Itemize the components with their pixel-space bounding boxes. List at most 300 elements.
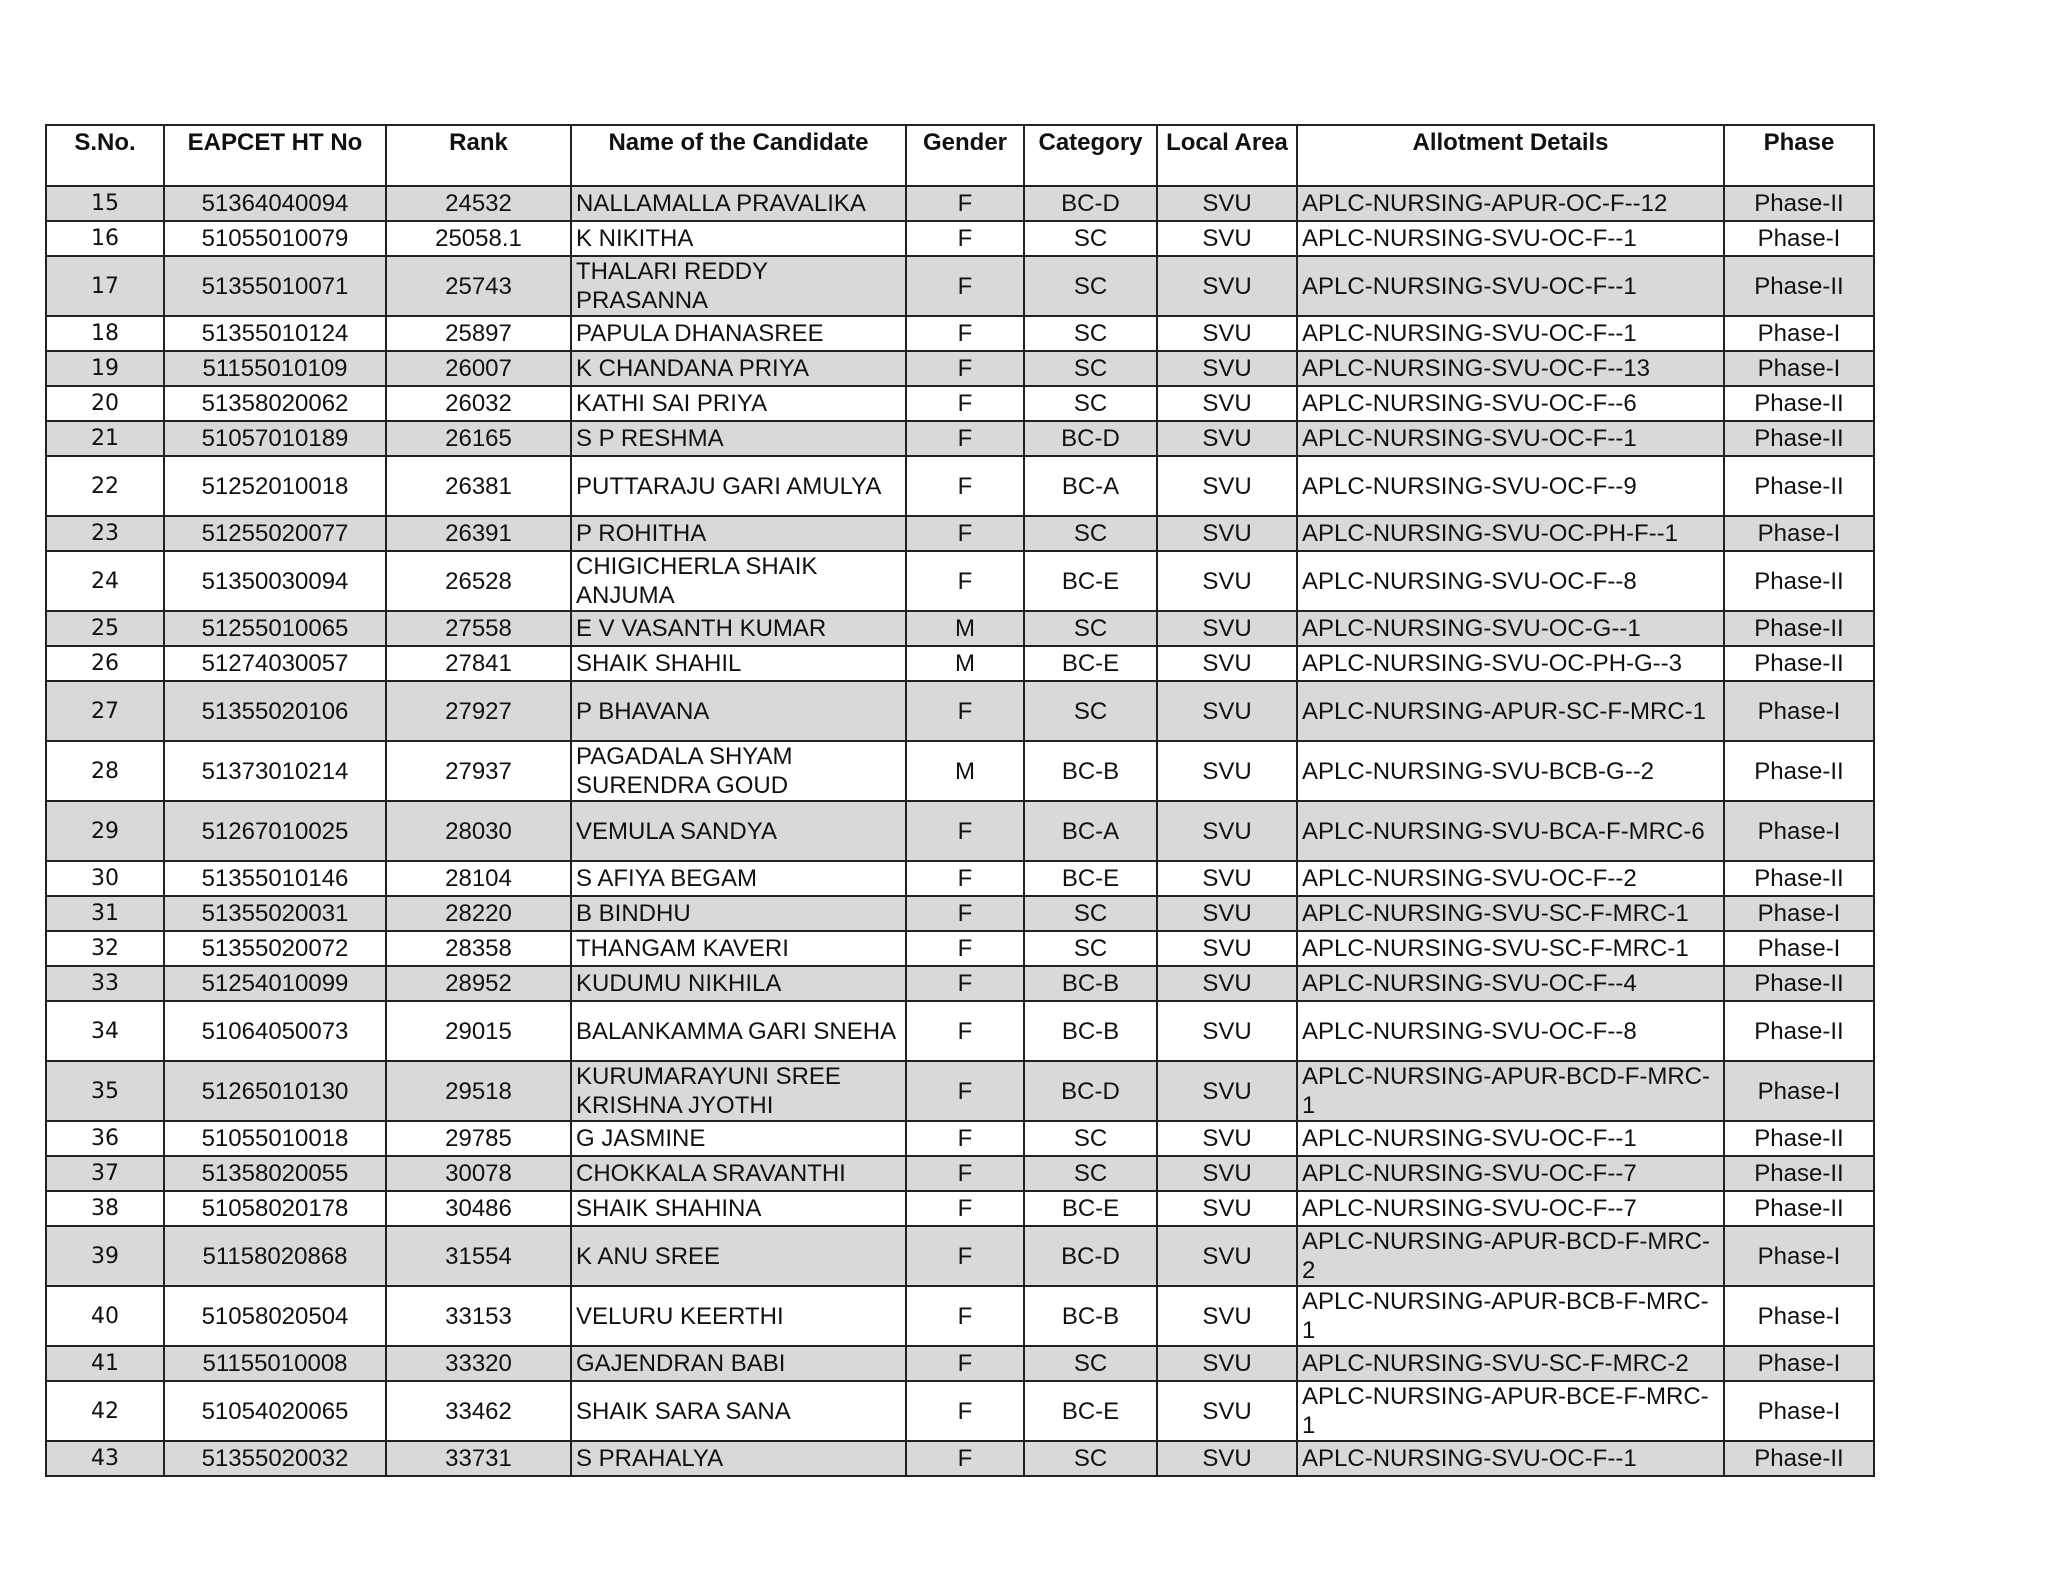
cell-name: THANGAM KAVERI xyxy=(571,931,906,966)
cell-allotment: APLC-NURSING-SVU-OC-F--6 xyxy=(1297,386,1724,421)
cell-allotment: APLC-NURSING-SVU-OC-G--1 xyxy=(1297,611,1724,646)
cell-phase: Phase-I xyxy=(1724,1061,1874,1121)
cell-name: K NIKITHA xyxy=(571,221,906,256)
cell-sno: 43 xyxy=(46,1441,164,1476)
cell-sno: 41 xyxy=(46,1346,164,1381)
cell-allotment: APLC-NURSING-SVU-OC-F--8 xyxy=(1297,551,1724,611)
cell-name: CHIGICHERLA SHAIK ANJUMA xyxy=(571,551,906,611)
allotment-table xyxy=(45,124,1875,1477)
cell-gender: F xyxy=(906,1441,1024,1476)
cell-gender: F xyxy=(906,456,1024,516)
cell-sno: 40 xyxy=(46,1286,164,1346)
cell-local-area: SVU xyxy=(1157,186,1297,221)
cell-sno: 24 xyxy=(46,551,164,611)
table-row xyxy=(46,1346,1874,1381)
cell-phase: Phase-II xyxy=(1724,1441,1874,1476)
cell-category: SC xyxy=(1024,256,1157,316)
table-row xyxy=(46,186,1874,221)
cell-sno: 25 xyxy=(46,611,164,646)
cell-ht-no: 51355020106 xyxy=(164,681,386,741)
table-row xyxy=(46,421,1874,456)
cell-rank: 33731 xyxy=(386,1441,571,1476)
cell-name: SHAIK SHAHIL xyxy=(571,646,906,681)
cell-gender: F xyxy=(906,1121,1024,1156)
cell-phase: Phase-I xyxy=(1724,351,1874,386)
cell-name: S AFIYA BEGAM xyxy=(571,861,906,896)
cell-rank: 28952 xyxy=(386,966,571,1001)
cell-rank: 29015 xyxy=(386,1001,571,1061)
cell-phase: Phase-II xyxy=(1724,1121,1874,1156)
cell-rank: 26165 xyxy=(386,421,571,456)
cell-name: G JASMINE xyxy=(571,1121,906,1156)
header-gender: Gender xyxy=(906,125,1024,186)
cell-rank: 31554 xyxy=(386,1226,571,1286)
cell-name: PAPULA DHANASREE xyxy=(571,316,906,351)
cell-local-area: SVU xyxy=(1157,386,1297,421)
cell-phase: Phase-II xyxy=(1724,861,1874,896)
cell-ht-no: 51355010146 xyxy=(164,861,386,896)
cell-rank: 24532 xyxy=(386,186,571,221)
cell-name: S PRAHALYA xyxy=(571,1441,906,1476)
cell-ht-no: 51265010130 xyxy=(164,1061,386,1121)
cell-gender: F xyxy=(906,221,1024,256)
cell-name: P BHAVANA xyxy=(571,681,906,741)
cell-phase: Phase-II xyxy=(1724,1156,1874,1191)
cell-name: VEMULA SANDYA xyxy=(571,801,906,861)
cell-sno: 42 xyxy=(46,1381,164,1441)
cell-category: BC-A xyxy=(1024,456,1157,516)
cell-allotment: APLC-NURSING-SVU-SC-F-MRC-1 xyxy=(1297,931,1724,966)
cell-gender: F xyxy=(906,1191,1024,1226)
cell-local-area: SVU xyxy=(1157,1001,1297,1061)
cell-sno: 16 xyxy=(46,221,164,256)
cell-ht-no: 51058020504 xyxy=(164,1286,386,1346)
cell-gender: F xyxy=(906,861,1024,896)
cell-gender: M xyxy=(906,611,1024,646)
cell-gender: F xyxy=(906,516,1024,551)
cell-category: BC-D xyxy=(1024,1226,1157,1286)
table-row xyxy=(46,896,1874,931)
cell-rank: 28030 xyxy=(386,801,571,861)
cell-phase: Phase-I xyxy=(1724,931,1874,966)
cell-allotment: APLC-NURSING-APUR-BCD-F-MRC-1 xyxy=(1297,1061,1724,1121)
cell-local-area: SVU xyxy=(1157,351,1297,386)
cell-sno: 33 xyxy=(46,966,164,1001)
cell-allotment: APLC-NURSING-APUR-BCD-F-MRC-2 xyxy=(1297,1226,1724,1286)
cell-name: NALLAMALLA PRAVALIKA xyxy=(571,186,906,221)
table-row xyxy=(46,646,1874,681)
cell-rank: 30486 xyxy=(386,1191,571,1226)
cell-phase: Phase-II xyxy=(1724,186,1874,221)
table-row xyxy=(46,681,1874,741)
cell-ht-no: 51254010099 xyxy=(164,966,386,1001)
table-row xyxy=(46,741,1874,801)
cell-ht-no: 51274030057 xyxy=(164,646,386,681)
table-row xyxy=(46,801,1874,861)
table-row xyxy=(46,861,1874,896)
table-row xyxy=(46,1441,1874,1476)
cell-rank: 33462 xyxy=(386,1381,571,1441)
cell-phase: Phase-I xyxy=(1724,516,1874,551)
header-local-area: Local Area xyxy=(1157,125,1297,186)
cell-category: BC-E xyxy=(1024,646,1157,681)
cell-allotment: APLC-NURSING-SVU-OC-F--7 xyxy=(1297,1191,1724,1226)
cell-phase: Phase-II xyxy=(1724,456,1874,516)
cell-sno: 30 xyxy=(46,861,164,896)
cell-local-area: SVU xyxy=(1157,256,1297,316)
cell-category: SC xyxy=(1024,516,1157,551)
cell-local-area: SVU xyxy=(1157,931,1297,966)
cell-name: VELURU KEERTHI xyxy=(571,1286,906,1346)
cell-allotment: APLC-NURSING-SVU-OC-F--2 xyxy=(1297,861,1724,896)
cell-category: SC xyxy=(1024,681,1157,741)
cell-rank: 28358 xyxy=(386,931,571,966)
cell-sno: 19 xyxy=(46,351,164,386)
table-row xyxy=(46,1001,1874,1061)
cell-phase: Phase-I xyxy=(1724,1286,1874,1346)
table-row xyxy=(46,1061,1874,1121)
cell-ht-no: 51155010008 xyxy=(164,1346,386,1381)
cell-sno: 38 xyxy=(46,1191,164,1226)
cell-ht-no: 51064050073 xyxy=(164,1001,386,1061)
cell-rank: 26391 xyxy=(386,516,571,551)
cell-local-area: SVU xyxy=(1157,861,1297,896)
cell-phase: Phase-II xyxy=(1724,551,1874,611)
cell-ht-no: 51155010109 xyxy=(164,351,386,386)
cell-gender: F xyxy=(906,386,1024,421)
cell-local-area: SVU xyxy=(1157,1061,1297,1121)
header-phase: Phase xyxy=(1724,125,1874,186)
cell-local-area: SVU xyxy=(1157,896,1297,931)
cell-name: THALARI REDDY PRASANNA xyxy=(571,256,906,316)
cell-name: PUTTARAJU GARI AMULYA xyxy=(571,456,906,516)
cell-ht-no: 51355020032 xyxy=(164,1441,386,1476)
header-name: Name of the Candidate xyxy=(571,125,906,186)
cell-name: S P RESHMA xyxy=(571,421,906,456)
cell-ht-no: 51355020031 xyxy=(164,896,386,931)
table-row xyxy=(46,316,1874,351)
cell-sno: 18 xyxy=(46,316,164,351)
cell-gender: M xyxy=(906,646,1024,681)
cell-name: K ANU SREE xyxy=(571,1226,906,1286)
cell-allotment: APLC-NURSING-SVU-OC-F--1 xyxy=(1297,1121,1724,1156)
cell-name: K CHANDANA PRIYA xyxy=(571,351,906,386)
cell-category: BC-B xyxy=(1024,1001,1157,1061)
cell-local-area: SVU xyxy=(1157,1441,1297,1476)
cell-gender: F xyxy=(906,966,1024,1001)
cell-rank: 27558 xyxy=(386,611,571,646)
cell-sno: 28 xyxy=(46,741,164,801)
cell-ht-no: 51252010018 xyxy=(164,456,386,516)
cell-phase: Phase-I xyxy=(1724,1226,1874,1286)
cell-ht-no: 51358020055 xyxy=(164,1156,386,1191)
cell-rank: 27937 xyxy=(386,741,571,801)
cell-rank: 29518 xyxy=(386,1061,571,1121)
cell-category: BC-E xyxy=(1024,1381,1157,1441)
cell-gender: F xyxy=(906,351,1024,386)
cell-sno: 39 xyxy=(46,1226,164,1286)
table-row xyxy=(46,386,1874,421)
cell-phase: Phase-II xyxy=(1724,741,1874,801)
cell-ht-no: 51158020868 xyxy=(164,1226,386,1286)
cell-sno: 36 xyxy=(46,1121,164,1156)
cell-rank: 27841 xyxy=(386,646,571,681)
cell-name: SHAIK SHAHINA xyxy=(571,1191,906,1226)
cell-local-area: SVU xyxy=(1157,1191,1297,1226)
cell-category: SC xyxy=(1024,316,1157,351)
cell-gender: F xyxy=(906,681,1024,741)
cell-allotment: APLC-NURSING-SVU-OC-F--1 xyxy=(1297,316,1724,351)
table-row xyxy=(46,1121,1874,1156)
cell-name: CHOKKALA SRAVANTHI xyxy=(571,1156,906,1191)
cell-local-area: SVU xyxy=(1157,801,1297,861)
cell-allotment: APLC-NURSING-SVU-OC-PH-F--1 xyxy=(1297,516,1724,551)
header-ht-no: EAPCET HT No xyxy=(164,125,386,186)
cell-phase: Phase-II xyxy=(1724,1001,1874,1061)
cell-gender: F xyxy=(906,421,1024,456)
cell-category: BC-D xyxy=(1024,1061,1157,1121)
cell-local-area: SVU xyxy=(1157,1226,1297,1286)
cell-phase: Phase-II xyxy=(1724,421,1874,456)
cell-local-area: SVU xyxy=(1157,1121,1297,1156)
cell-category: BC-D xyxy=(1024,421,1157,456)
cell-allotment: APLC-NURSING-SVU-OC-PH-G--3 xyxy=(1297,646,1724,681)
cell-name: KURUMARAYUNI SREE KRISHNA JYOTHI xyxy=(571,1061,906,1121)
cell-local-area: SVU xyxy=(1157,681,1297,741)
cell-category: SC xyxy=(1024,1121,1157,1156)
cell-sno: 37 xyxy=(46,1156,164,1191)
cell-category: SC xyxy=(1024,1156,1157,1191)
cell-allotment: APLC-NURSING-SVU-BCA-F-MRC-6 xyxy=(1297,801,1724,861)
cell-phase: Phase-II xyxy=(1724,1191,1874,1226)
cell-ht-no: 51058020178 xyxy=(164,1191,386,1226)
cell-allotment: APLC-NURSING-SVU-SC-F-MRC-1 xyxy=(1297,896,1724,931)
cell-name: BALANKAMMA GARI SNEHA xyxy=(571,1001,906,1061)
table-row xyxy=(46,351,1874,386)
cell-sno: 17 xyxy=(46,256,164,316)
cell-sno: 31 xyxy=(46,896,164,931)
cell-gender: F xyxy=(906,1346,1024,1381)
cell-rank: 26032 xyxy=(386,386,571,421)
table-row xyxy=(46,931,1874,966)
cell-gender: F xyxy=(906,1156,1024,1191)
header-category: Category xyxy=(1024,125,1157,186)
table-row xyxy=(46,1156,1874,1191)
cell-local-area: SVU xyxy=(1157,1346,1297,1381)
cell-gender: F xyxy=(906,1286,1024,1346)
table-row xyxy=(46,256,1874,316)
cell-allotment: APLC-NURSING-APUR-BCB-F-MRC-1 xyxy=(1297,1286,1724,1346)
cell-rank: 30078 xyxy=(386,1156,571,1191)
cell-ht-no: 51057010189 xyxy=(164,421,386,456)
cell-phase: Phase-I xyxy=(1724,681,1874,741)
cell-category: BC-E xyxy=(1024,1191,1157,1226)
cell-category: BC-E xyxy=(1024,551,1157,611)
cell-name: B BINDHU xyxy=(571,896,906,931)
cell-category: SC xyxy=(1024,351,1157,386)
cell-rank: 25743 xyxy=(386,256,571,316)
header-allotment: Allotment Details xyxy=(1297,125,1724,186)
cell-allotment: APLC-NURSING-SVU-OC-F--4 xyxy=(1297,966,1724,1001)
cell-category: BC-B xyxy=(1024,741,1157,801)
cell-gender: F xyxy=(906,896,1024,931)
cell-allotment: APLC-NURSING-SVU-OC-F--1 xyxy=(1297,221,1724,256)
cell-ht-no: 51255010065 xyxy=(164,611,386,646)
cell-name: PAGADALA SHYAM SURENDRA GOUD xyxy=(571,741,906,801)
cell-sno: 20 xyxy=(46,386,164,421)
cell-ht-no: 51055010079 xyxy=(164,221,386,256)
cell-rank: 29785 xyxy=(386,1121,571,1156)
cell-local-area: SVU xyxy=(1157,551,1297,611)
cell-gender: F xyxy=(906,186,1024,221)
table-body xyxy=(46,186,1874,1476)
cell-local-area: SVU xyxy=(1157,1381,1297,1441)
cell-name: KUDUMU NIKHILA xyxy=(571,966,906,1001)
cell-rank: 25897 xyxy=(386,316,571,351)
cell-rank: 26528 xyxy=(386,551,571,611)
cell-allotment: APLC-NURSING-SVU-BCB-G--2 xyxy=(1297,741,1724,801)
table-row xyxy=(46,221,1874,256)
cell-ht-no: 51373010214 xyxy=(164,741,386,801)
cell-sno: 26 xyxy=(46,646,164,681)
cell-phase: Phase-I xyxy=(1724,801,1874,861)
table-row xyxy=(46,1286,1874,1346)
cell-sno: 35 xyxy=(46,1061,164,1121)
table-row xyxy=(46,456,1874,516)
cell-sno: 21 xyxy=(46,421,164,456)
cell-ht-no: 51255020077 xyxy=(164,516,386,551)
cell-gender: F xyxy=(906,1226,1024,1286)
cell-category: SC xyxy=(1024,1441,1157,1476)
cell-phase: Phase-I xyxy=(1724,221,1874,256)
cell-allotment: APLC-NURSING-SVU-OC-F--8 xyxy=(1297,1001,1724,1061)
table-row xyxy=(46,551,1874,611)
cell-category: SC xyxy=(1024,896,1157,931)
cell-ht-no: 51350030094 xyxy=(164,551,386,611)
cell-sno: 29 xyxy=(46,801,164,861)
cell-rank: 33320 xyxy=(386,1346,571,1381)
cell-ht-no: 51267010025 xyxy=(164,801,386,861)
cell-allotment: APLC-NURSING-SVU-OC-F--9 xyxy=(1297,456,1724,516)
cell-allotment: APLC-NURSING-SVU-SC-F-MRC-2 xyxy=(1297,1346,1724,1381)
table-row xyxy=(46,1191,1874,1226)
cell-category: BC-B xyxy=(1024,966,1157,1001)
cell-category: SC xyxy=(1024,611,1157,646)
cell-ht-no: 51355010071 xyxy=(164,256,386,316)
cell-ht-no: 51355020072 xyxy=(164,931,386,966)
cell-rank: 28220 xyxy=(386,896,571,931)
cell-local-area: SVU xyxy=(1157,421,1297,456)
cell-ht-no: 51054020065 xyxy=(164,1381,386,1441)
cell-ht-no: 51055010018 xyxy=(164,1121,386,1156)
cell-ht-no: 51358020062 xyxy=(164,386,386,421)
cell-gender: F xyxy=(906,256,1024,316)
table-row xyxy=(46,1381,1874,1441)
cell-category: BC-A xyxy=(1024,801,1157,861)
cell-phase: Phase-I xyxy=(1724,316,1874,351)
cell-rank: 26381 xyxy=(386,456,571,516)
cell-sno: 34 xyxy=(46,1001,164,1061)
cell-name: P ROHITHA xyxy=(571,516,906,551)
cell-phase: Phase-II xyxy=(1724,386,1874,421)
cell-sno: 27 xyxy=(46,681,164,741)
cell-phase: Phase-II xyxy=(1724,966,1874,1001)
cell-gender: M xyxy=(906,741,1024,801)
cell-allotment: APLC-NURSING-APUR-OC-F--12 xyxy=(1297,186,1724,221)
cell-category: SC xyxy=(1024,386,1157,421)
header-sno: S.No. xyxy=(46,125,164,186)
cell-local-area: SVU xyxy=(1157,646,1297,681)
cell-sno: 32 xyxy=(46,931,164,966)
cell-allotment: APLC-NURSING-APUR-SC-F-MRC-1 xyxy=(1297,681,1724,741)
cell-phase: Phase-I xyxy=(1724,1381,1874,1441)
cell-rank: 33153 xyxy=(386,1286,571,1346)
cell-rank: 26007 xyxy=(386,351,571,386)
table-row xyxy=(46,1226,1874,1286)
cell-allotment: APLC-NURSING-APUR-BCE-F-MRC-1 xyxy=(1297,1381,1724,1441)
cell-gender: F xyxy=(906,1381,1024,1441)
cell-gender: F xyxy=(906,316,1024,351)
cell-local-area: SVU xyxy=(1157,316,1297,351)
cell-local-area: SVU xyxy=(1157,516,1297,551)
table-row xyxy=(46,966,1874,1001)
cell-local-area: SVU xyxy=(1157,741,1297,801)
cell-local-area: SVU xyxy=(1157,1156,1297,1191)
cell-category: BC-B xyxy=(1024,1286,1157,1346)
cell-name: GAJENDRAN BABI xyxy=(571,1346,906,1381)
cell-allotment: APLC-NURSING-SVU-OC-F--1 xyxy=(1297,1441,1724,1476)
cell-phase: Phase-I xyxy=(1724,896,1874,931)
cell-name: KATHI SAI PRIYA xyxy=(571,386,906,421)
cell-sno: 22 xyxy=(46,456,164,516)
cell-ht-no: 51355010124 xyxy=(164,316,386,351)
cell-phase: Phase-II xyxy=(1724,646,1874,681)
cell-local-area: SVU xyxy=(1157,221,1297,256)
cell-name: SHAIK SARA SANA xyxy=(571,1381,906,1441)
table-row xyxy=(46,611,1874,646)
cell-sno: 23 xyxy=(46,516,164,551)
cell-allotment: APLC-NURSING-SVU-OC-F--1 xyxy=(1297,256,1724,316)
cell-sno: 15 xyxy=(46,186,164,221)
cell-category: SC xyxy=(1024,1346,1157,1381)
cell-allotment: APLC-NURSING-SVU-OC-F--7 xyxy=(1297,1156,1724,1191)
cell-category: SC xyxy=(1024,221,1157,256)
cell-local-area: SVU xyxy=(1157,611,1297,646)
cell-allotment: APLC-NURSING-SVU-OC-F--1 xyxy=(1297,421,1724,456)
cell-name: E V VASANTH KUMAR xyxy=(571,611,906,646)
cell-rank: 27927 xyxy=(386,681,571,741)
cell-local-area: SVU xyxy=(1157,966,1297,1001)
cell-ht-no: 51364040094 xyxy=(164,186,386,221)
cell-category: BC-D xyxy=(1024,186,1157,221)
cell-gender: F xyxy=(906,1001,1024,1061)
cell-phase: Phase-II xyxy=(1724,611,1874,646)
cell-allotment: APLC-NURSING-SVU-OC-F--13 xyxy=(1297,351,1724,386)
cell-phase: Phase-II xyxy=(1724,256,1874,316)
cell-rank: 28104 xyxy=(386,861,571,896)
cell-local-area: SVU xyxy=(1157,1286,1297,1346)
cell-category: BC-E xyxy=(1024,861,1157,896)
header-rank: Rank xyxy=(386,125,571,186)
cell-local-area: SVU xyxy=(1157,456,1297,516)
cell-gender: F xyxy=(906,551,1024,611)
table-row xyxy=(46,516,1874,551)
cell-rank: 25058.1 xyxy=(386,221,571,256)
cell-gender: F xyxy=(906,931,1024,966)
cell-category: SC xyxy=(1024,931,1157,966)
cell-gender: F xyxy=(906,1061,1024,1121)
cell-gender: F xyxy=(906,801,1024,861)
